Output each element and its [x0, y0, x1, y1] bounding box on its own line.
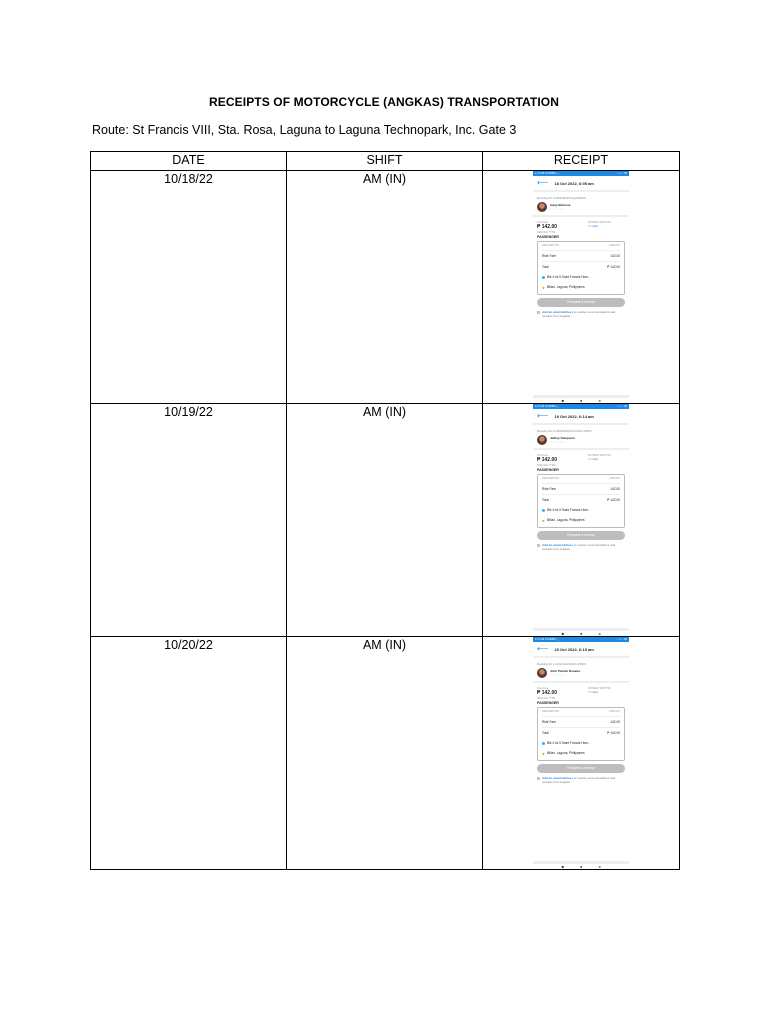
- fare-breakdown: [537, 241, 625, 295]
- back-arrow-icon: ⟵: [537, 178, 549, 187]
- service-type: PASSENGER: [537, 468, 559, 472]
- service-label: SERVICE TYPE: [537, 697, 556, 700]
- card-icon: ▭: [587, 224, 591, 228]
- fare-label: Final Fare: [537, 687, 549, 690]
- driver-row: [533, 666, 629, 683]
- receipts-table: [90, 151, 680, 870]
- service-type: PASSENGER: [537, 701, 559, 705]
- total-label: Total: [542, 265, 549, 269]
- payment-method: Card: [591, 457, 598, 461]
- status-right: ✓ ⊿ ◔ 86: [616, 172, 627, 175]
- table-row: [91, 404, 680, 637]
- back-arrow-icon: ⟵: [537, 411, 549, 420]
- receipt-cell: [483, 637, 680, 870]
- shift-cell: AM (IN): [287, 404, 483, 637]
- driver-name: Jeffrey Dasqueza: [550, 436, 575, 440]
- service-label: SERVICE TYPE: [537, 464, 556, 467]
- receipt-screenshot: [533, 637, 629, 869]
- amount-header: AMOUNT: [609, 244, 620, 247]
- total-value: ₱ 142.00: [607, 731, 620, 735]
- receipt-header: [533, 642, 629, 658]
- status-left: 1:27 AM 9:19MB/S ⓘ: [535, 405, 560, 408]
- receipt-header: [533, 176, 629, 192]
- dropoff-location: Biñan, Laguna, Philippines: [546, 285, 585, 289]
- receipt-header: [533, 409, 629, 425]
- dropoff-pin-icon: ⬥: [542, 750, 545, 756]
- email-note-text: to receive communications and receipts from Angkas: [542, 543, 616, 551]
- shift-cell: AM (IN): [287, 637, 483, 870]
- ride-fare-value: 142.00: [610, 254, 620, 258]
- fare-label: Final Fare: [537, 454, 549, 457]
- ride-fare-label: Ride Fare: [542, 720, 556, 724]
- driver-row: [533, 200, 629, 217]
- star-rating: ☆☆☆☆☆: [550, 673, 566, 677]
- amount-header: AMOUNT: [609, 477, 620, 480]
- receipt-screenshot: [533, 404, 629, 636]
- pickup-dot-icon: [542, 276, 545, 279]
- add-email-link[interactable]: Add an email address: [542, 776, 574, 780]
- header-date: DATE: [91, 152, 287, 171]
- receipt-screenshot: [533, 171, 629, 403]
- total-label: Total: [542, 731, 549, 735]
- email-note: [533, 543, 629, 551]
- description-header: DESCRIPTION: [542, 244, 560, 247]
- status-left: 1:27 AM 9:19MB/S ⓘ: [535, 172, 560, 175]
- trip-date: 20 Oct 2022, 6:15 am: [554, 646, 594, 652]
- driver-name: John Patrick Rosales: [550, 669, 581, 673]
- radio-icon[interactable]: [537, 544, 540, 547]
- driver-row: [533, 433, 629, 450]
- table-row: [91, 637, 680, 870]
- payment-label: PAYMENT METHOD: [587, 687, 611, 690]
- date-cell: 10/20/22: [91, 637, 287, 870]
- email-note-text: to receive communications and receipts from Angkas: [542, 310, 616, 318]
- date-cell: 10/19/22: [91, 404, 287, 637]
- payment-method: Card: [591, 224, 598, 228]
- fare-amount: ₱ 142.00: [537, 690, 558, 696]
- service-label: SERVICE TYPE: [537, 231, 556, 234]
- ride-fare-label: Ride Fare: [542, 487, 556, 491]
- booking-id: Booking ID: A-WRKDZAKOOXGKLXBX4: [537, 429, 592, 433]
- date-cell: 10/18/22: [91, 171, 287, 404]
- receipt-cell: [483, 404, 680, 637]
- dropoff-location: Biñan, Laguna, Philippines: [546, 751, 585, 755]
- ride-fare-value: 142.00: [610, 487, 620, 491]
- back-arrow-icon: ⟵: [537, 644, 549, 653]
- request-receipt-button[interactable]: Request a receipt: [537, 298, 625, 307]
- avatar: [537, 668, 547, 678]
- payment-label: PAYMENT METHOD: [587, 221, 611, 224]
- fare-label: Final Fare: [537, 221, 549, 224]
- pickup-dot-icon: [542, 742, 545, 745]
- pickup-location: Blk 4 lot 5 Saint Francis Hom...: [547, 508, 591, 512]
- pickup-dot-icon: [542, 509, 545, 512]
- request-receipt-button[interactable]: Request a receipt: [537, 764, 625, 773]
- card-icon: ▭: [587, 457, 591, 461]
- fare-row: [533, 450, 629, 463]
- dropoff-location: Biñan, Laguna, Philippines: [546, 518, 585, 522]
- avatar: [537, 435, 547, 445]
- fare-breakdown: [537, 474, 625, 528]
- ride-fare-label: Ride Fare: [542, 254, 556, 258]
- avatar: [537, 202, 547, 212]
- status-right: ✓ ⊿ ◔ 86: [616, 638, 627, 641]
- driver-name: Arjay Barbosa: [550, 203, 571, 207]
- home-icon[interactable]: ●: [579, 864, 583, 869]
- amount-header: AMOUNT: [609, 710, 620, 713]
- back-icon[interactable]: ◂: [598, 398, 601, 403]
- document-title: RECEIPTS OF MOTORCYCLE (ANGKAS) TRANSPORTATION: [209, 95, 559, 109]
- fare-amount: ₱ 142.00: [537, 457, 558, 463]
- total-value: ₱ 142.00: [607, 265, 620, 269]
- header-shift: SHIFT: [287, 152, 483, 171]
- android-nav-bar: [533, 861, 629, 869]
- recent-apps-icon[interactable]: ■: [561, 631, 564, 636]
- dropoff-pin-icon: ⬥: [542, 517, 545, 523]
- total-label: Total: [542, 498, 549, 502]
- recent-apps-icon[interactable]: ■: [561, 864, 564, 869]
- android-nav-bar: [533, 628, 629, 636]
- pickup-location: Blk 4 lot 5 Saint Francis Hom...: [547, 275, 591, 279]
- add-email-link[interactable]: Add an email address: [542, 310, 574, 314]
- description-header: DESCRIPTION: [542, 710, 560, 713]
- card-icon: ▭: [587, 690, 591, 694]
- trip-date: 19 Oct 2022, 6:14 am: [554, 413, 594, 419]
- fare-breakdown: [537, 707, 625, 761]
- trip-date: 18 Oct 2022, 6:05 am: [554, 180, 594, 186]
- add-email-link[interactable]: Add an email address: [542, 543, 574, 547]
- service-type: PASSENGER: [537, 235, 559, 239]
- fare-amount: ₱ 142.00: [537, 224, 558, 230]
- home-icon[interactable]: ●: [579, 398, 583, 403]
- radio-icon[interactable]: [537, 311, 540, 314]
- pickup-location: Blk 4 lot 5 Saint Francis Hom...: [547, 741, 591, 745]
- status-left: 1:27 AM 9:19MB/S ⓘ: [535, 638, 560, 641]
- header-receipt: RECEIPT: [483, 152, 680, 171]
- email-note-text: to receive communications and receipts from Angkas: [542, 776, 616, 784]
- back-icon[interactable]: ◂: [598, 864, 601, 869]
- email-note: [533, 776, 629, 784]
- payment-method: Card: [591, 690, 598, 694]
- ride-fare-value: 142.00: [610, 720, 620, 724]
- shift-cell: AM (IN): [287, 171, 483, 404]
- star-rating: ☆☆☆☆☆: [550, 440, 566, 444]
- table-row: [91, 171, 680, 404]
- booking-id: Booking ID: A-R5ZJEAKGLQAWMJ2: [537, 196, 587, 200]
- booking-id: Booking ID: A-SQL3ALNGNO-ZWD9: [537, 662, 587, 666]
- receipt-cell: [483, 171, 680, 404]
- status-right: ✓ ⊿ ◔ 86: [616, 405, 627, 408]
- total-value: ₱ 142.00: [607, 498, 620, 502]
- request-receipt-button[interactable]: Request a receipt: [537, 531, 625, 540]
- fare-row: [533, 683, 629, 696]
- radio-icon[interactable]: [537, 777, 540, 780]
- email-note: [533, 310, 629, 318]
- back-icon[interactable]: ◂: [598, 631, 601, 636]
- fare-row: [533, 217, 629, 230]
- description-header: DESCRIPTION: [542, 477, 560, 480]
- recent-apps-icon[interactable]: ■: [561, 398, 564, 403]
- home-icon[interactable]: ●: [579, 631, 583, 636]
- star-rating: ☆☆☆☆☆: [550, 207, 566, 211]
- table-header-row: [91, 152, 680, 171]
- route-text: Route: St Francis VIII, Sta. Rosa, Laguna to Laguna Technopark, Inc. Gate 3: [92, 123, 517, 137]
- dropoff-pin-icon: ⬥: [542, 284, 545, 290]
- android-nav-bar: [533, 395, 629, 403]
- payment-label: PAYMENT METHOD: [587, 454, 611, 457]
